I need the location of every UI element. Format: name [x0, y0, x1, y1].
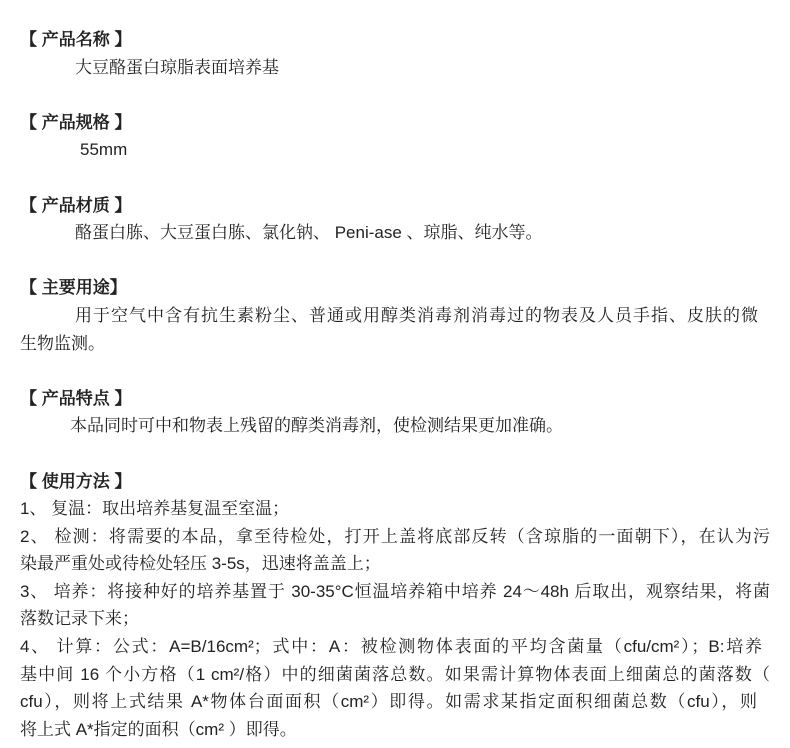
product-features-text: 本品同时可中和物表上残留的醇类消毒剂，使检测结果更加准确。: [70, 416, 563, 436]
usage-step-line: 1、 复温：取出培养基复温至室温；: [20, 499, 290, 519]
usage-step-1: [20, 495, 770, 523]
section-heading-product-features: 【 产品特点 】: [20, 388, 132, 408]
usage-step-line: cfu），则将上式结果 A*物体台面面积（cm²）即得。如需求某指定面积细菌总数（cfu），则: [20, 692, 757, 712]
section-heading-main-use: 【 主要用途】: [20, 278, 127, 298]
section-heading-product-name: 【 产品名称 】: [20, 30, 132, 49]
section-heading-usage-method: 【 使用方法 】: [20, 471, 132, 491]
usage-step-line: 基中间 16 个小方格（1 cm²/格）中的细菌菌落总数。如果需计算物体表面上细菌总的菌落数（: [20, 664, 770, 684]
section-main-use: [20, 274, 770, 357]
section-heading-product-material: 【 产品材质 】: [20, 195, 132, 215]
usage-step-line: 3、 培养：将接种好的培养基置于 30-35°C恒温培养箱中培养 24～48h 后取出，观察结果，将菌: [20, 581, 770, 601]
usage-step-4: [20, 633, 770, 743]
usage-step-line: 落数记录下来；: [20, 609, 139, 629]
usage-step-3: [20, 578, 770, 633]
usage-step-line: 染最严重处或待检处轻压 3-5s，迅速将盖盖上；: [20, 554, 381, 574]
section-product-features: [20, 385, 770, 440]
usage-step-line: 4、 计算：公式：A=B/16cm²；式中：A：被检测物体表面的平均含菌量（cfu/cm²）；B:培养: [20, 637, 762, 657]
product-material-text: 酪蛋白胨、大豆蛋白胨、氯化钠、 Peni-ase 、琼脂、纯水等。: [75, 223, 543, 243]
product-spec-text: 55mm: [80, 140, 128, 160]
section-heading-product-spec: 【 产品规格 】: [20, 112, 132, 132]
section-product-material: [20, 192, 770, 247]
main-use-line: 生物监测。: [20, 333, 105, 353]
product-name-text: 大豆酪蛋白琼脂表面培养基: [75, 57, 279, 77]
section-product-name: [20, 26, 770, 81]
section-usage-method: [20, 468, 770, 744]
usage-step-line: 2、 检测：将需要的本品，拿至待检处，打开上盖将底部反转（含琼脂的一面朝下），在认为污: [20, 526, 770, 546]
usage-step-2: [20, 523, 770, 578]
section-product-spec: [20, 109, 770, 164]
usage-step-line: 将上式 A*指定的面积（cm² ）即得。: [20, 719, 297, 739]
main-use-line: 用于空气中含有抗生素粉尘、普通或用醇类消毒剂消毒过的物表及人员手指、皮肤的微: [75, 305, 758, 325]
